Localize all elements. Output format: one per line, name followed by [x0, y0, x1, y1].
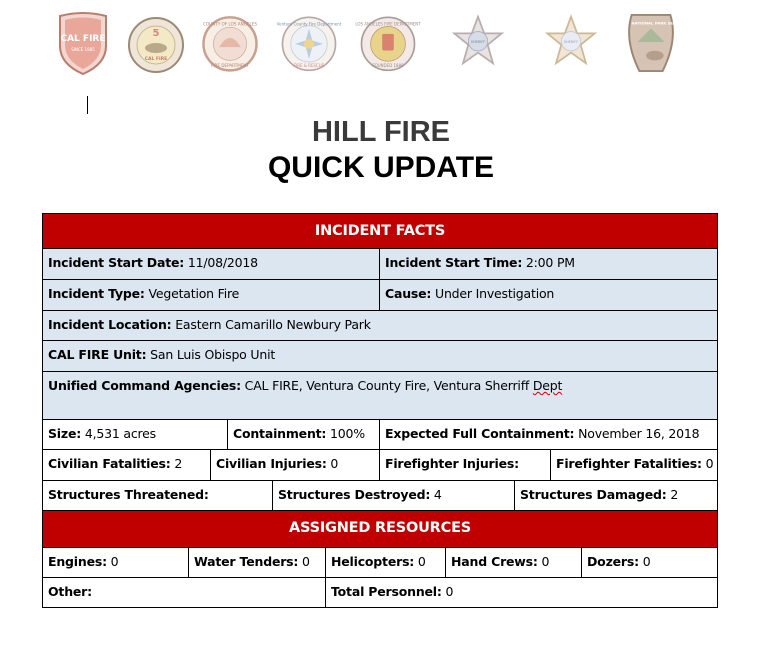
field-label: Incident Start Date: [48, 255, 185, 270]
table-row [42, 547, 718, 577]
field-label: CAL FIRE Unit: [48, 347, 147, 362]
total-personnel-cell [325, 577, 718, 607]
field-label: Total Personnel: [331, 584, 442, 599]
cause-cell [379, 279, 718, 310]
location-cell [42, 310, 718, 340]
field-label: Size: [48, 426, 82, 441]
hand-crews-cell [445, 547, 581, 577]
field-label: Helicopters: [331, 554, 415, 569]
engines-cell [42, 547, 188, 577]
text-cursor [87, 96, 88, 114]
start-time-cell [379, 248, 718, 279]
field-value: 0 [414, 554, 426, 569]
other-cell [42, 577, 325, 607]
field-label: Incident Type: [48, 286, 145, 301]
field-value: 0 [106, 554, 119, 569]
field-value: 4,531 acres [81, 426, 156, 441]
spellcheck-word: Dept [532, 378, 563, 393]
helicopters-cell [325, 547, 445, 577]
field-label: Civilian Fatalities: [48, 456, 171, 471]
expected-containment-cell [379, 419, 718, 449]
structures-destroyed-cell [272, 480, 514, 510]
field-value: 0 [638, 554, 651, 569]
la-county-fire-seal-icon [201, 10, 259, 76]
field-label: Unified Command Agencies: [48, 378, 241, 393]
field-label: Engines: [48, 554, 107, 569]
field-label: Structures Destroyed: [278, 487, 431, 502]
firefighter-fatalities-cell [550, 449, 718, 480]
field-value: Under Investigation [431, 286, 555, 301]
logo-text: CAL FIRE [60, 34, 106, 44]
field-value: 0 [701, 456, 714, 471]
table-row [42, 279, 718, 310]
sheriff-star-badge-icon [449, 10, 507, 76]
field-value: 2 [666, 487, 679, 502]
national-park-service-arrowhead-icon [622, 10, 686, 76]
field-label: Other: [48, 584, 92, 599]
field-value: 2 [170, 456, 183, 471]
table-row [42, 248, 718, 279]
field-label: Dozers: [587, 554, 639, 569]
field-label: Hand Crews: [451, 554, 538, 569]
civilian-injuries-cell [210, 449, 379, 480]
page-title: HILL FIRE [311, 116, 451, 148]
logo-text: 5 [152, 28, 160, 39]
table-row [42, 371, 718, 419]
field-value: 4 [430, 487, 442, 502]
logo-subtext: FIRE & RESCUE [293, 63, 325, 69]
field-value: 100% [326, 426, 365, 441]
field-value: San Luis Obispo Unit [146, 347, 276, 362]
logo-text: COUNTY OF LOS ANGELES [202, 21, 258, 27]
field-label: Expected Full Containment: [385, 426, 575, 441]
logo-text: LOS ANGELES FIRE DEPARTMENT [355, 21, 421, 27]
logo-text: SHERIFF [470, 40, 486, 44]
table-row [42, 577, 718, 608]
table-row [42, 340, 718, 371]
containment-cell [227, 419, 379, 449]
cal-fire-unit-cell [42, 340, 718, 371]
start-date-cell [42, 248, 379, 279]
logo-subtext: SINCE 1885 [71, 47, 95, 52]
field-label: Incident Location: [48, 317, 172, 332]
sheriff-star-badge-icon [542, 10, 600, 76]
table-row [42, 449, 718, 480]
structures-threatened-cell [42, 480, 272, 510]
dozers-cell [581, 547, 718, 577]
table-row [42, 419, 718, 449]
structures-damaged-cell [514, 480, 718, 510]
logo-subtext: FIRE DEPARTMENT [210, 63, 250, 69]
field-label: Civilian Injuries: [216, 456, 327, 471]
la-fire-dept-seal-icon [355, 10, 421, 76]
logo-text: Ventura County Fire Department [276, 21, 342, 27]
logo-text: NATIONAL PARK SERVICE [631, 20, 686, 26]
size-cell [42, 419, 227, 449]
field-value: 0 [441, 584, 454, 599]
table-row [42, 310, 718, 340]
unified-command-cell [42, 371, 718, 419]
incident-type-cell [42, 279, 379, 310]
field-value: 0 [326, 456, 339, 471]
field-label: Structures Threatened: [48, 487, 209, 502]
field-label: Structures Damaged: [520, 487, 667, 502]
field-label: Firefighter Fatalities: [556, 456, 702, 471]
logo-text: SHERIFF [563, 40, 579, 44]
field-value: 0 [537, 554, 550, 569]
water-tenders-cell [188, 547, 325, 577]
assigned-resources-header-row [42, 510, 718, 547]
agency-logos-row [54, 10, 684, 80]
assigned-resources-header: ASSIGNED RESOURCES [42, 510, 718, 547]
civilian-fatalities-cell [42, 449, 210, 480]
field-value: 11/08/2018 [184, 255, 258, 270]
imt-5-bear-seal-icon [127, 10, 185, 76]
field-value: November 16, 2018 [574, 426, 700, 441]
field-label: Water Tenders: [194, 554, 299, 569]
field-value: Eastern Camarillo Newbury Park [171, 317, 371, 332]
field-value: CAL FIRE, Ventura County Fire, Ventura Sherriff [240, 378, 533, 393]
field-label: Cause: [385, 286, 432, 301]
incident-facts-header-row [42, 213, 718, 248]
table-row [42, 480, 718, 510]
incident-facts-header: INCIDENT FACTS [42, 213, 718, 248]
field-label: Containment: [233, 426, 327, 441]
field-value: 2:00 PM [522, 255, 575, 270]
firefighter-injuries-cell [379, 449, 550, 480]
field-value: 0 [298, 554, 310, 569]
logo-subtext: CAL FIRE [144, 57, 168, 62]
page-subtitle: QUICK UPDATE [267, 151, 495, 184]
field-value: Vegetation Fire [144, 286, 240, 301]
field-label: Incident Start Time: [385, 255, 523, 270]
ventura-county-fire-seal-icon [276, 10, 342, 76]
cal-fire-shield-icon [54, 10, 112, 76]
logo-subtext: FOUNDED 1886 [372, 63, 404, 69]
field-label: Firefighter Injuries: [385, 456, 519, 471]
